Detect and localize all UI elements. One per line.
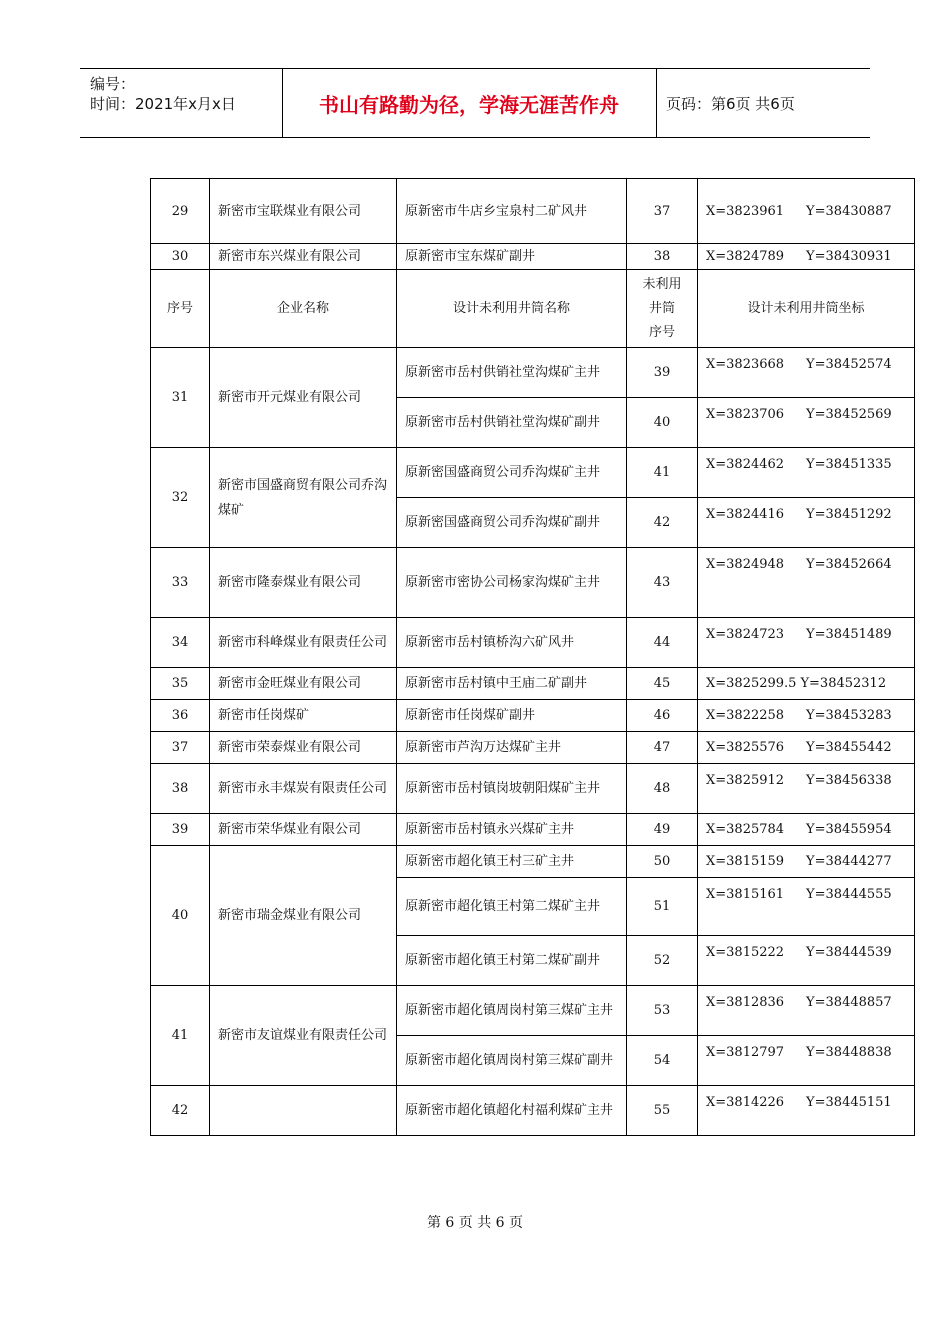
page-header <box>80 68 870 138</box>
coord-x: X=3815222 <box>706 945 785 960</box>
shaft-coordinates <box>698 814 915 846</box>
shaft-name: 原新密市超化镇周岗村第三煤矿副井 <box>397 1036 627 1086</box>
coord-x: X=3815159 <box>706 854 785 869</box>
coord-y: Y=38456338 <box>806 773 892 788</box>
coord-x: X=3823961 <box>706 203 785 219</box>
coord-x: X=3825784 <box>706 822 785 837</box>
coord-x: X=3824948 <box>706 557 785 572</box>
row-number: 40 <box>151 846 210 986</box>
shaft-number: 37 <box>627 179 698 244</box>
shaft-name: 原新密市牛店乡宝泉村二矿风井 <box>397 179 627 244</box>
company-name: 新密市荣华煤业有限公司 <box>210 814 397 846</box>
coord-x: X=3823706 <box>706 407 785 422</box>
table-row <box>151 986 915 1036</box>
shaft-number: 51 <box>627 878 698 936</box>
shaft-coordinates <box>698 846 915 878</box>
shaft-name: 原新密市超化镇超化村福利煤矿主井 <box>397 1086 627 1136</box>
company-name: 新密市宝联煤业有限公司 <box>210 179 397 244</box>
shaft-coordinates <box>698 764 915 814</box>
coord-y: Y=38453283 <box>806 708 892 723</box>
shaft-coordinates <box>698 244 915 270</box>
shaft-coordinates <box>698 618 915 668</box>
company-name: 新密市友谊煤业有限责任公司 <box>210 986 397 1086</box>
shaft-number: 41 <box>627 448 698 498</box>
coord-y: Y=38451335 <box>806 457 892 472</box>
col-header-coords: 设计未利用井筒坐标 <box>698 270 915 348</box>
coord-x: X=3825576 <box>706 740 785 755</box>
coord-y: Y=38444539 <box>806 945 892 960</box>
shaft-number: 54 <box>627 1036 698 1086</box>
coord-x: X=3825299.5 <box>706 676 797 691</box>
shaft-number: 53 <box>627 986 698 1036</box>
row-number: 30 <box>151 244 210 270</box>
table-row <box>151 348 915 398</box>
coord-y: Y=38452664 <box>806 557 892 572</box>
shaft-coordinates <box>698 878 915 936</box>
shaft-number: 40 <box>627 398 698 448</box>
shaft-name: 原新密市密协公司杨家沟煤矿主井 <box>397 548 627 618</box>
col-header-company: 企业名称 <box>210 270 397 348</box>
table-row <box>151 668 915 700</box>
coord-y: Y=38448857 <box>806 995 892 1010</box>
row-number: 42 <box>151 1086 210 1136</box>
company-name: 新密市东兴煤业有限公司 <box>210 244 397 270</box>
shaft-number: 38 <box>627 244 698 270</box>
shaft-coordinates <box>698 936 915 986</box>
shaft-table-body <box>151 179 915 1136</box>
shaft-coordinates <box>698 398 915 448</box>
table-row <box>151 732 915 764</box>
company-name: 新密市国盛商贸有限公司乔沟煤矿 <box>210 448 397 548</box>
coord-y: Y=38444555 <box>806 887 892 902</box>
row-number: 31 <box>151 348 210 448</box>
shaft-coordinates <box>698 448 915 498</box>
company-name: 新密市开元煤业有限公司 <box>210 348 397 448</box>
row-number: 38 <box>151 764 210 814</box>
shaft-number: 46 <box>627 700 698 732</box>
coord-y: Y=38451292 <box>806 507 892 522</box>
shaft-number: 45 <box>627 668 698 700</box>
row-number: 32 <box>151 448 210 548</box>
coord-y: Y=38430931 <box>806 249 892 264</box>
shaft-number: 47 <box>627 732 698 764</box>
shaft-name: 原新密市岳村镇中王庙二矿副井 <box>397 668 627 700</box>
table-row <box>151 618 915 668</box>
table-row <box>151 764 915 814</box>
shaft-name: 原新密市岳村镇桥沟六矿风井 <box>397 618 627 668</box>
shaft-number: 49 <box>627 814 698 846</box>
table-row <box>151 179 915 244</box>
company-name: 新密市永丰煤炭有限责任公司 <box>210 764 397 814</box>
shaft-number: 39 <box>627 348 698 398</box>
col-header-line: 序号 <box>648 324 675 340</box>
time-label: 时间：2021年x月x日 <box>90 95 236 113</box>
table-row <box>151 700 915 732</box>
shaft-coordinates <box>698 668 915 700</box>
header-meta <box>80 69 283 137</box>
coord-x: X=3812836 <box>706 995 785 1010</box>
row-number: 41 <box>151 986 210 1086</box>
coord-x: X=3824416 <box>706 507 785 522</box>
shaft-number: 44 <box>627 618 698 668</box>
shaft-number: 48 <box>627 764 698 814</box>
coord-y: Y=38430887 <box>806 203 892 219</box>
coord-x: X=3825912 <box>706 773 785 788</box>
shaft-coordinates <box>698 700 915 732</box>
row-number: 39 <box>151 814 210 846</box>
table-row <box>151 814 915 846</box>
coord-y: Y=38452312 <box>800 676 887 691</box>
shaft-name: 原新密市超化镇周岗村第三煤矿主井 <box>397 986 627 1036</box>
table-row <box>151 846 915 878</box>
shaft-number: 43 <box>627 548 698 618</box>
page-footer: 第 6 页 共 6 页 <box>426 1215 524 1231</box>
shaft-name: 原新密国盛商贸公司乔沟煤矿主井 <box>397 448 627 498</box>
shaft-coordinates <box>698 1086 915 1136</box>
col-header-shaft-no <box>627 270 698 348</box>
col-header-line: 未利用 <box>642 276 682 292</box>
shaft-name: 原新密市超化镇王村第二煤矿主井 <box>397 878 627 936</box>
shaft-name: 原新密市任岗煤矿副井 <box>397 700 627 732</box>
col-header-no: 序号 <box>151 270 210 348</box>
coord-y: Y=38455954 <box>806 822 892 837</box>
col-header-line: 井筒 <box>648 300 675 316</box>
coord-y: Y=38448838 <box>806 1045 892 1060</box>
shaft-number: 42 <box>627 498 698 548</box>
coord-y: Y=38451489 <box>806 627 892 642</box>
coord-x: X=3824462 <box>706 457 785 472</box>
company-name: 新密市荣泰煤业有限公司 <box>210 732 397 764</box>
table-row <box>151 244 915 270</box>
coord-x: X=3815161 <box>706 887 785 902</box>
shaft-table <box>150 178 915 1136</box>
table-row <box>151 548 915 618</box>
shaft-name: 原新密市超化镇王村三矿主井 <box>397 846 627 878</box>
header-motto: 书山有路勤为径，学海无涯苦作舟 <box>282 69 657 137</box>
shaft-coordinates <box>698 348 915 398</box>
row-number: 33 <box>151 548 210 618</box>
number-label: 编号： <box>90 75 136 93</box>
shaft-name: 原新密国盛商贸公司乔沟煤矿副井 <box>397 498 627 548</box>
company-name: 新密市隆泰煤业有限公司 <box>210 548 397 618</box>
shaft-name: 原新密市芦沟万达煤矿主井 <box>397 732 627 764</box>
coord-x: X=3812797 <box>706 1045 785 1060</box>
coord-y: Y=38455442 <box>806 740 892 755</box>
shaft-name: 原新密市岳村供销社堂沟煤矿副井 <box>397 398 627 448</box>
coord-y: Y=38452574 <box>806 357 892 372</box>
shaft-name: 原新密市岳村镇永兴煤矿主井 <box>397 814 627 846</box>
header-page-label: 页码：第6页 共6页 <box>666 94 795 113</box>
table-row <box>151 1086 915 1136</box>
company-name: 新密市瑞金煤业有限公司 <box>210 846 397 986</box>
shaft-name: 原新密市超化镇王村第二煤矿副井 <box>397 936 627 986</box>
table-header-row <box>151 270 915 348</box>
company-name: 新密市科峰煤业有限责任公司 <box>210 618 397 668</box>
coord-y: Y=38452569 <box>806 407 892 422</box>
company-name: 新密市任岗煤矿 <box>210 700 397 732</box>
coord-x: X=3822258 <box>706 708 785 723</box>
company-name: 新密市金旺煤业有限公司 <box>210 668 397 700</box>
coord-x: X=3814226 <box>706 1095 785 1110</box>
shaft-coordinates <box>698 1036 915 1086</box>
shaft-number: 52 <box>627 936 698 986</box>
shaft-coordinates <box>698 498 915 548</box>
table-row <box>151 448 915 498</box>
shaft-coordinates <box>698 548 915 618</box>
shaft-coordinates <box>698 986 915 1036</box>
shaft-number: 50 <box>627 846 698 878</box>
shaft-coordinates <box>698 732 915 764</box>
shaft-name: 原新密市宝东煤矿副井 <box>397 244 627 270</box>
shaft-name: 原新密市岳村镇岗坡朝阳煤矿主井 <box>397 764 627 814</box>
coord-x: X=3824789 <box>706 249 785 264</box>
shaft-name: 原新密市岳村供销社堂沟煤矿主井 <box>397 348 627 398</box>
company-name <box>210 1086 397 1136</box>
row-number: 37 <box>151 732 210 764</box>
shaft-number: 55 <box>627 1086 698 1136</box>
coord-y: Y=38444277 <box>806 854 892 869</box>
row-number: 34 <box>151 618 210 668</box>
coord-x: X=3823668 <box>706 357 785 372</box>
row-number: 29 <box>151 179 210 244</box>
row-number: 35 <box>151 668 210 700</box>
shaft-coordinates <box>698 179 915 244</box>
row-number: 36 <box>151 700 210 732</box>
coord-y: Y=38445151 <box>806 1095 892 1110</box>
col-header-shaft: 设计未利用井筒名称 <box>397 270 627 348</box>
coord-x: X=3824723 <box>706 627 785 642</box>
